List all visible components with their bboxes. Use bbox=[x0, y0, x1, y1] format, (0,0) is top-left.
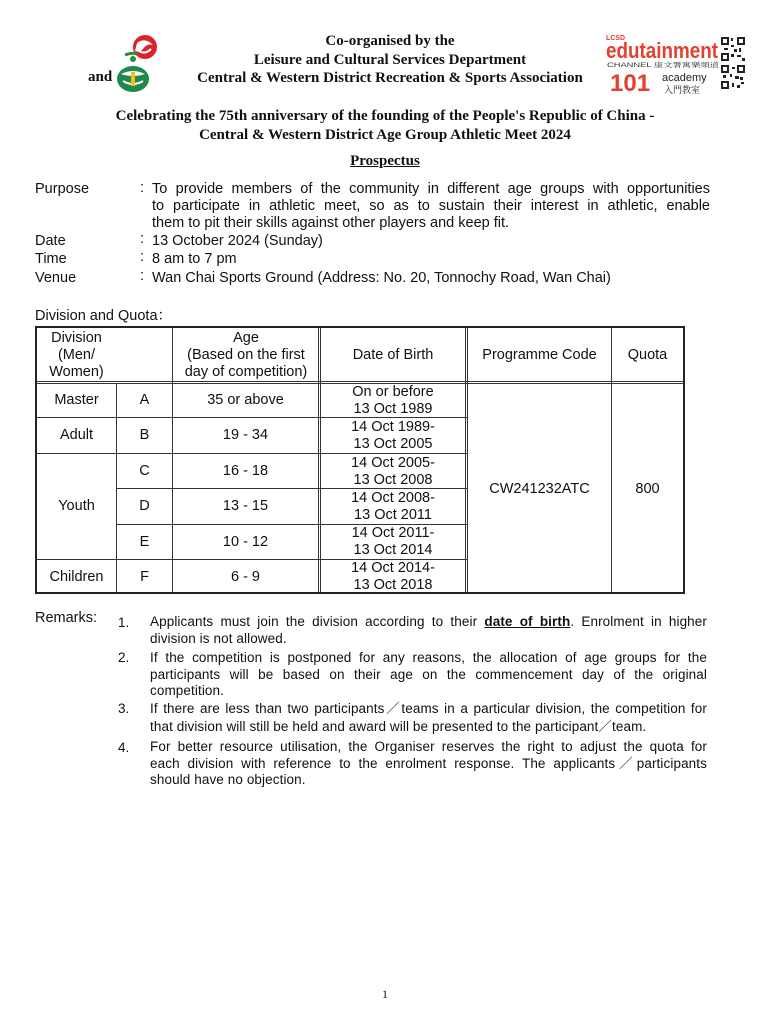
remark-number: 4. bbox=[118, 740, 130, 755]
remark-4-line: should have no objection. bbox=[150, 772, 306, 787]
group-children: Children bbox=[49, 568, 104, 585]
academy-number: 101 bbox=[610, 70, 651, 95]
group-master: Master bbox=[54, 392, 99, 408]
division-letter: D bbox=[139, 498, 150, 514]
date-of-birth-emphasis: date of birth bbox=[484, 614, 571, 629]
header-date-of-birth: Date of Birth bbox=[352, 346, 434, 363]
remark-1-line-1 bbox=[150, 614, 707, 631]
quota-value: 800 bbox=[635, 480, 660, 497]
academy-chinese-label: 入門教室 bbox=[664, 85, 701, 95]
remark-4-line: each division with reference to the enrolment response. The applicants／participants bbox=[150, 755, 707, 771]
time-value: 8 am to 7 pm bbox=[152, 251, 237, 267]
age-range: 6 - 9 bbox=[230, 568, 260, 585]
remark-2-line: competition. bbox=[150, 683, 224, 698]
header-line-2: Leisure and Cultural Services Department bbox=[253, 51, 527, 68]
remark-3-line: If there are less than two participants／teams in a particular division, the competition for bbox=[150, 701, 707, 716]
district-association-logo bbox=[115, 64, 151, 94]
academy-label: academy bbox=[662, 72, 707, 84]
dob-line: On or before bbox=[352, 383, 434, 400]
header-quota: Quota bbox=[627, 346, 668, 363]
dob-line: 14 Oct 2005- bbox=[351, 454, 435, 471]
qr-code-icon bbox=[720, 36, 746, 62]
dob-line: 13 Oct 2018 bbox=[353, 576, 433, 593]
age-range: 13 - 15 bbox=[222, 498, 269, 514]
channel-label: CHANNEL 康文署寓樂頻道 bbox=[607, 62, 686, 69]
edutainment-channel-logo bbox=[604, 33, 722, 95]
remark-2-line: If the competition is postponed for any reasons, the allocation of age groups for the bbox=[150, 650, 707, 665]
division-letter: F bbox=[140, 568, 149, 585]
group-adult: Adult bbox=[59, 427, 94, 443]
venue-colon: : bbox=[140, 268, 145, 284]
dob-line: 13 Oct 2008 bbox=[353, 471, 433, 488]
dob-line: 14 Oct 1989- bbox=[351, 418, 435, 435]
header-line-3: Central & Western District Recreation & Sports Association bbox=[197, 70, 583, 86]
purpose-value bbox=[152, 181, 710, 232]
age-range: 35 or above bbox=[207, 392, 284, 408]
dob-line: 13 Oct 2014 bbox=[353, 541, 433, 558]
header-age-line: Age bbox=[233, 329, 259, 346]
title-line-2: Central & Western District Age Group Athletic Meet 2024 bbox=[199, 126, 571, 143]
date-colon: : bbox=[140, 231, 145, 247]
programme-code-value: CW241232ATC bbox=[489, 480, 590, 497]
edutainment-wordmark: edutainment bbox=[606, 38, 719, 63]
remark-1-text: Applicants must join the division according to their bbox=[150, 614, 485, 629]
prospectus-heading: Prospectus bbox=[350, 153, 420, 169]
header-line-1: Co-organised by the bbox=[325, 33, 455, 49]
division-quota-heading: Division and Quota： bbox=[35, 308, 173, 324]
co-organiser-header bbox=[150, 32, 630, 88]
dob-range bbox=[321, 418, 465, 453]
division-letter: B bbox=[139, 427, 150, 443]
remark-1 bbox=[150, 614, 707, 647]
remark-2-line: participants will be based on their age on the commencement day of the original bbox=[150, 666, 707, 682]
meet-title bbox=[60, 107, 710, 144]
date-label: Date bbox=[35, 233, 66, 249]
dob-line: 14 Oct 2011- bbox=[351, 524, 435, 541]
time-colon: : bbox=[140, 249, 145, 265]
dob-line: 14 Oct 2008- bbox=[351, 489, 435, 506]
header-programme-code: Programme Code bbox=[482, 346, 597, 363]
division-letter: A bbox=[139, 392, 150, 408]
division-letter: E bbox=[139, 533, 150, 550]
dob-line: 13 Oct 2005 bbox=[353, 435, 433, 452]
age-range: 10 - 12 bbox=[222, 533, 269, 550]
header-division-line: (Men/ Women) bbox=[49, 346, 104, 380]
header-age bbox=[173, 328, 319, 382]
time-label: Time bbox=[35, 251, 67, 267]
remark-2 bbox=[150, 650, 707, 700]
purpose-line-2: to participate in athletic meet, so as to sustain their interest in athletic, enable bbox=[152, 198, 710, 214]
remark-1-line-2: division is not allowed. bbox=[150, 630, 287, 646]
purpose-line-1: To provide members of the community in different age groups with opportunities bbox=[152, 181, 710, 197]
date-value: 13 October 2024 (Sunday) bbox=[152, 233, 323, 249]
table-divider bbox=[465, 328, 466, 592]
remark-3-line: that division will still be held and award will be presented to the participant／team. bbox=[150, 719, 647, 734]
dob-range bbox=[321, 524, 465, 559]
remarks-label: Remarks: bbox=[35, 610, 98, 626]
remark-4-line: For better resource utilisation, the Organiser reserves the right to adjust the quota for bbox=[150, 739, 707, 754]
dob-range bbox=[321, 559, 465, 594]
dob-range bbox=[321, 489, 465, 524]
header-division-line: Division bbox=[51, 329, 102, 346]
age-range: 16 - 18 bbox=[222, 462, 269, 479]
remark-number: 1. bbox=[118, 615, 130, 630]
dob-range bbox=[321, 383, 465, 418]
dob-range bbox=[321, 454, 465, 489]
division-quota-table bbox=[35, 326, 685, 594]
purpose-label: Purpose bbox=[35, 181, 90, 197]
purpose-colon: : bbox=[140, 180, 145, 196]
page-number: 1 bbox=[382, 987, 388, 1001]
remark-number: 2. bbox=[118, 650, 130, 665]
header-division bbox=[37, 328, 116, 382]
age-range: 19 - 34 bbox=[222, 427, 269, 443]
group-youth: Youth bbox=[58, 498, 95, 514]
remark-4 bbox=[150, 739, 707, 789]
qr-code-icon bbox=[720, 64, 746, 90]
venue-label: Venue bbox=[35, 270, 77, 286]
header-age-line: day of competition) bbox=[184, 363, 308, 380]
title-line-1: Celebrating the 75th anniversary of the founding of the People's Republic of China - bbox=[115, 108, 655, 124]
dob-line: 14 Oct 2014- bbox=[351, 559, 435, 576]
remark-3 bbox=[150, 700, 707, 736]
remark-number: 3. bbox=[118, 701, 130, 716]
and-connector: and bbox=[88, 69, 113, 85]
division-letter: C bbox=[139, 462, 150, 479]
dob-line: 13 Oct 1989 bbox=[353, 400, 433, 417]
dob-line: 13 Oct 2011 bbox=[354, 506, 432, 523]
remark-1-text: . Enrolment in higher bbox=[570, 614, 707, 629]
header-age-line: (Based on the first bbox=[187, 346, 305, 363]
purpose-line-3: them to pit their skills against other players and keep fit. bbox=[152, 215, 510, 231]
lcsd-small-label: LCSD bbox=[606, 35, 626, 42]
venue-value: Wan Chai Sports Ground (Address: No. 20, Tonnochy Road, Wan Chai) bbox=[152, 270, 611, 286]
